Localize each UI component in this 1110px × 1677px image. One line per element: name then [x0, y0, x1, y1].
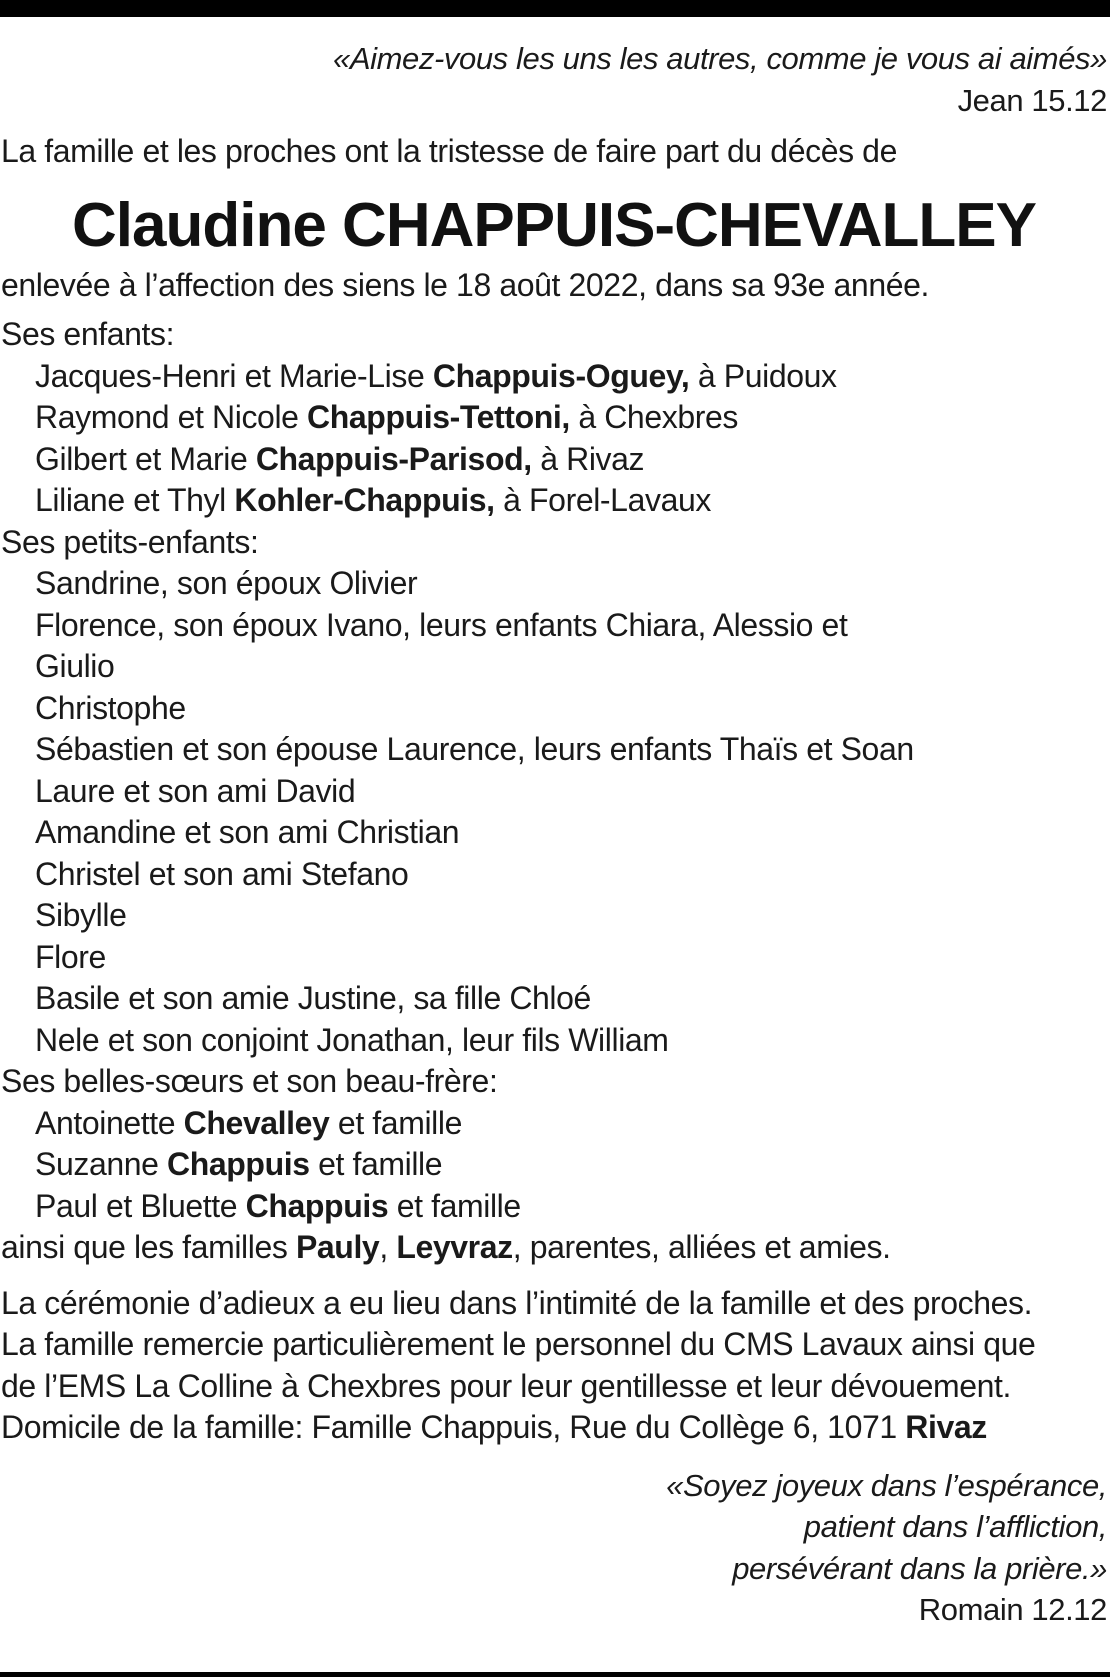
obituary-notice	[1, 38, 1107, 1631]
grandchild-entry: Florence, son époux Ivano, leurs enfants Chiara, Alessio et	[35, 606, 848, 643]
grandchild-entry: Flore	[35, 938, 106, 975]
top-verse	[1, 38, 1107, 121]
grandchild-entry: Giulio	[35, 648, 115, 684]
bottom-verse	[1, 1465, 1107, 1631]
thanks-line: de l’EMS La Colline à Chexbres pour leur gentillesse et leur dévouement.	[1, 1367, 1011, 1404]
announcement-text: enlevée à l’affection des siens le 18 août 2022, dans sa 93e année.	[1, 266, 929, 303]
domicile-line: Domicile de la famille: Famille Chappuis, Rue du Collège 6, 1071 Rivaz	[1, 1409, 987, 1445]
in-law-entry: Paul et Bluette Chappuis et famille	[35, 1187, 521, 1224]
child-entry: Gilbert et Marie Chappuis-Parisod, à Rivaz	[35, 440, 645, 477]
top-verse-quote: «Aimez-vous les uns les autres, comme je vous ai aimés»	[333, 41, 1107, 76]
grandchild-entry: Amandine et son ami Christian	[35, 814, 460, 850]
grandchild-entry: Sébastien et son épouse Laurence, leurs enfants Thaïs et Soan	[35, 731, 914, 767]
bottom-verse-reference: Romain 12.12	[918, 1592, 1107, 1627]
grandchild-entry: Nele et son conjoint Jonathan, leur fils William	[35, 1021, 669, 1058]
ceremony-line: La cérémonie d’adieux a eu lieu dans l’intimité de la famille et des proches.	[1, 1284, 1033, 1321]
in-law-entry: Antoinette Chevalley et famille	[35, 1104, 462, 1141]
child-entry: Raymond et Nicole Chappuis-Tettoni, à Chexbres	[35, 399, 738, 435]
grandchildren-title: Ses petits-enfants:	[1, 523, 259, 560]
children-title: Ses enfants:	[1, 316, 175, 352]
family-sections	[1, 314, 1107, 1269]
intro-text: La famille et les proches ont la tristesse de faire part du décès de	[1, 133, 897, 169]
grandchild-entry: Laure et son ami David	[35, 772, 356, 809]
top-verse-reference: Jean 15.12	[957, 82, 1107, 118]
ceremony-paragraph	[1, 1283, 1107, 1449]
grandchild-entry: Sandrine, son époux Olivier	[35, 565, 418, 601]
grandchild-entry: Basile et son amie Justine, sa fille Chloé	[35, 980, 591, 1016]
bottom-rule	[0, 1672, 1110, 1677]
thanks-line: La famille remercie particulièrement le personnel du CMS Lavaux ainsi que	[1, 1326, 1036, 1362]
top-rule	[0, 0, 1110, 17]
in-law-entry: Suzanne Chappuis et famille	[35, 1146, 443, 1182]
child-entry: Liliane et Thyl Kohler-Chappuis, à Forel-Lavaux	[35, 482, 711, 518]
deceased-name: Claudine CHAPPUIS-CHEVALLEY	[72, 190, 1036, 260]
bottom-verse-line: «Soyez joyeux dans l’espérance,	[666, 1467, 1107, 1503]
grandchild-entry: Christophe	[35, 689, 186, 726]
child-entry: Jacques-Henri et Marie-Lise Chappuis-Oguey, à Puidoux	[35, 357, 837, 394]
grandchild-entry: Christel et son ami Stefano	[35, 855, 409, 892]
bottom-verse-line: persévérant dans la prière.»	[732, 1550, 1107, 1586]
families-line: ainsi que les familles Pauly, Leyvraz, parentes, alliées et amies.	[1, 1229, 891, 1265]
grandchild-entry: Sibylle	[35, 897, 127, 933]
bottom-verse-line: patient dans l’affliction,	[803, 1509, 1107, 1544]
in-laws-title: Ses belles-sœurs et son beau-frère:	[1, 1063, 498, 1099]
